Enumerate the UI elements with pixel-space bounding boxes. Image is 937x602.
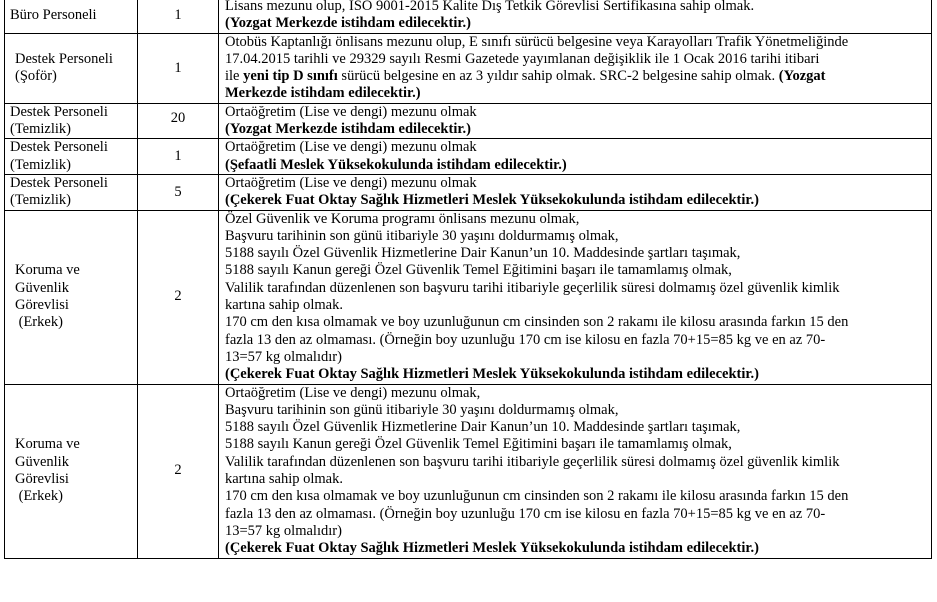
requirement-text: fazla 13 den az olmaması. (Örneğin boy uzunluğu 170 cm ise kilosu en fazla 70+15=85 kg ve en az 70- (225, 505, 826, 522)
position-line: (Temizlik) (10, 121, 71, 138)
position-line: Destek Personeli (10, 139, 108, 156)
requirements-cell (219, 139, 932, 175)
requirement-text: Başvuru tarihinin son günü itibariyle 30 yaşını doldurmamış olmak, (225, 401, 619, 418)
location-note (225, 15, 927, 32)
position-line: Koruma ve (15, 436, 80, 453)
requirement-line (225, 34, 927, 51)
requirement-text: Valilik tarafından düzenlenen son başvuru tarihi itibariyle geçerlilik süresi dolmamış özel güvenlik kimlik (225, 453, 840, 470)
requirement-text: Ortaöğretim (Lise ve dengi) mezunu olmak, (225, 384, 481, 401)
count-cell: 20 (138, 103, 219, 139)
count-cell: 1 (138, 139, 219, 175)
location-text: (Çekerek Fuat Oktay Sağlık Hizmetleri Meslek Yüksekokulunda istihdam edilecektir.) (225, 366, 759, 383)
table-row (5, 0, 932, 33)
staff-requirements-table (4, 0, 932, 559)
position-line: Görevlisi (15, 297, 69, 314)
position-line: (Temizlik) (10, 192, 71, 209)
requirement-text: 170 cm den kısa olmamak ve boy uzunluğunun cm cinsinden son 2 rakamı ile kilosu arasında farkın 15 den (225, 314, 849, 331)
location-note (225, 192, 927, 209)
position-line: Görevlisi (15, 471, 69, 488)
requirement-text: 5188 sayılı Özel Güvenlik Hizmetlerine Dair Kanun’un 10. Maddesinde şartları taşımak, (225, 419, 741, 436)
requirement-line (225, 419, 927, 436)
count-cell: 2 (138, 384, 219, 558)
requirement-text: kartına sahip olmak. (225, 297, 343, 314)
requirement-line (225, 211, 927, 228)
table-row (5, 384, 932, 558)
requirements-cell (219, 384, 932, 558)
requirement-text: 17.04.2015 tarihli ve 29329 sayılı Resmi Gazetede yayımlanan değişiklik ile 1 Ocak 2016 tarihi itibari (225, 50, 820, 67)
requirement-text: Valilik tarafından düzenlenen son başvuru tarihi itibariyle geçerlilik süresi dolmamış özel güvenlik kimlik (225, 279, 840, 296)
requirements-cell (219, 0, 932, 33)
requirement-line (225, 228, 927, 245)
location-text: (Yozgat Merkezde istihdam edilecektir.) (225, 15, 471, 32)
position-line: (Erkek) (15, 314, 63, 331)
requirement-line (225, 471, 927, 488)
requirement-text: fazla 13 den az olmaması. (Örneğin boy uzunluğu 170 cm ise kilosu en fazla 70+15=85 kg ve en az 70- (225, 331, 826, 348)
requirement-line (225, 385, 927, 402)
position-line: (Temizlik) (10, 156, 71, 173)
requirement-line (225, 523, 927, 540)
table-row (5, 33, 932, 103)
requirement-line (225, 332, 927, 349)
requirement-text: Başvuru tarihinin son günü itibariyle 30 yaşını doldurmamış olmak, (225, 227, 619, 244)
requirement-line (225, 262, 927, 279)
requirements-cell (219, 210, 932, 384)
requirements-cell (219, 103, 932, 139)
table-row (5, 139, 932, 175)
location-text: (Yozgat (778, 68, 826, 85)
requirement-line (225, 68, 927, 85)
requirement-line (225, 454, 927, 471)
requirement-text: Lisans mezunu olup, ISO 9001-2015 Kalite Dış Tetkik Görevlisi Sertifikasına sahip olmak. (225, 0, 755, 14)
requirement-text: Özel Güvenlik ve Koruma programı önlisans mezunu olmak, (225, 210, 580, 227)
requirement-text: kartına sahip olmak. (225, 471, 343, 488)
position-cell (5, 103, 138, 139)
table-row (5, 103, 932, 139)
table-row (5, 174, 932, 210)
requirement-line (225, 175, 927, 192)
location-text: (Yozgat Merkezde istihdam edilecektir.) (225, 121, 471, 138)
position-cell (5, 384, 138, 558)
requirement-text: Ortaöğretim (Lise ve dengi) mezunu olmak (225, 174, 477, 191)
requirement-text: 5188 sayılı Özel Güvenlik Hizmetlerine Dair Kanun’un 10. Maddesinde şartları taşımak, (225, 245, 741, 262)
position-cell (5, 33, 138, 103)
requirement-text: ile (225, 68, 244, 85)
location-text: Merkezde istihdam edilecektir.) (225, 85, 421, 102)
location-note (225, 121, 927, 138)
requirement-text: 13=57 kg olmalıdır) (225, 522, 342, 539)
position-line: Güvenlik (15, 453, 69, 470)
position-line: Büro Personeli (10, 6, 97, 23)
table-row (5, 210, 932, 384)
position-cell (5, 0, 138, 33)
location-text: (Şefaatli Meslek Yüksekokulunda istihdam edilecektir.) (225, 156, 567, 173)
requirement-line (225, 349, 927, 366)
requirement-line (225, 506, 927, 523)
requirement-line (225, 297, 927, 314)
requirement-text: Ortaöğretim (Lise ve dengi) mezunu olmak (225, 139, 477, 156)
requirement-text: 5188 sayılı Kanun gereği Özel Güvenlik Temel Eğitimini başarı ile tamamlamış olmak, (225, 262, 732, 279)
requirement-line (225, 0, 927, 15)
position-line: Destek Personeli (15, 50, 113, 67)
position-line: (Erkek) (15, 488, 63, 505)
requirement-text: sürücü belgesine en az 3 yıldır sahip olmak. SRC-2 belgesine sahip olmak. (337, 68, 779, 85)
location-text: (Çekerek Fuat Oktay Sağlık Hizmetleri Meslek Yüksekokulunda istihdam edilecektir.) (225, 540, 759, 557)
requirement-text: Ortaöğretim (Lise ve dengi) mezunu olmak (225, 103, 477, 120)
location-note (225, 366, 927, 383)
location-note (225, 85, 927, 102)
requirement-line (225, 280, 927, 297)
requirements-cell (219, 174, 932, 210)
requirement-line (225, 436, 927, 453)
position-line: Destek Personeli (10, 174, 108, 191)
position-line: Koruma ve (15, 262, 80, 279)
position-line: (Şoför) (15, 68, 57, 85)
position-line: Güvenlik (15, 279, 69, 296)
requirement-line (225, 139, 927, 156)
count-cell: 1 (138, 33, 219, 103)
position-cell (5, 139, 138, 175)
location-note (225, 540, 927, 557)
requirement-line (225, 488, 927, 505)
position-line: Destek Personeli (10, 103, 108, 120)
requirements-cell (219, 33, 932, 103)
position-cell (5, 210, 138, 384)
count-cell: 2 (138, 210, 219, 384)
requirement-line (225, 104, 927, 121)
position-cell (5, 174, 138, 210)
requirement-text: 13=57 kg olmalıdır) (225, 348, 342, 365)
requirement-text: Otobüs Kaptanlığı önlisans mezunu olup, E sınıfı sürücü belgesine veya Karayolları Trafik Yönetmeliğinde (225, 33, 849, 50)
requirement-line (225, 245, 927, 262)
count-cell: 1 (138, 0, 219, 33)
location-text: (Çekerek Fuat Oktay Sağlık Hizmetleri Meslek Yüksekokulunda istihdam edilecektir.) (225, 192, 759, 209)
requirement-line (225, 314, 927, 331)
count-cell: 5 (138, 174, 219, 210)
requirement-line (225, 402, 927, 419)
requirement-text: 170 cm den kısa olmamak ve boy uzunluğunun cm cinsinden son 2 rakamı ile kilosu arasında farkın 15 den (225, 488, 849, 505)
requirement-line (225, 51, 927, 68)
license-type-text: yeni tip D sınıfı (243, 68, 338, 85)
requirement-text: 5188 sayılı Kanun gereği Özel Güvenlik Temel Eğitimini başarı ile tamamlamış olmak, (225, 436, 732, 453)
location-note (225, 157, 927, 174)
